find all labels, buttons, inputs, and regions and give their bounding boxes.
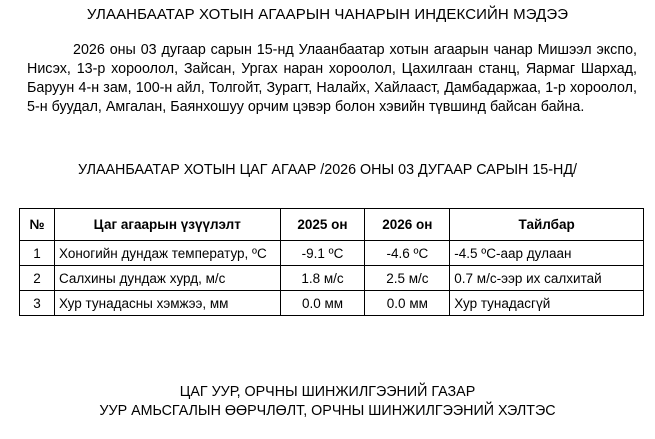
header-year-2025: 2025 он xyxy=(280,209,365,241)
cell-no: 3 xyxy=(20,291,55,316)
cell-year-2026: 2.5 м/с xyxy=(365,266,450,291)
cell-year-2026: -4.6 ºС xyxy=(365,241,450,266)
cell-no: 2 xyxy=(20,266,55,291)
cell-indicator: Хур тунадасны хэмжээ, мм xyxy=(54,291,280,316)
cell-year-2026: 0.0 мм xyxy=(365,291,450,316)
cell-indicator: Хоногийн дундаж температур, ºС xyxy=(54,241,280,266)
cell-remark: -4.5 ºС-аар дулаан xyxy=(450,241,644,266)
weather-subtitle: УЛААНБААТАР ХОТЫН ЦАГ АГААР /2026 ОНЫ 03 ДУГААР САРЫН 15-НД/ xyxy=(78,162,577,178)
air-quality-paragraph: 2026 оны 03 дугаар сарын 15-нд Улаанбаатар хотын агаарын чанар Мишээл экспо, Нисэх, 13-р хороолол, Зайсан, Ургах наран хороолол, Цахилгаан станц, Яармаг Шархад, Баруун 4-н зам, 100-н айл, Толгойт, Зурагт, Налайх, Хайлааст, Дамбадаржаа, 1-р хороолол, 5-н буудал, Амгалан, Баянхошуу орчим цэвэр болон хэвийн түвшинд байсан байна. xyxy=(27,42,637,115)
cell-remark: Хур тунадасгүй xyxy=(450,291,644,316)
footer-department: ЦАГ УУР, ОРЧНЫ ШИНЖИЛГЭЭНИЙ ГАЗАР xyxy=(179,384,476,400)
table-row xyxy=(20,291,644,316)
cell-no: 1 xyxy=(20,241,55,266)
header-remark: Тайлбар xyxy=(450,209,644,241)
header-no: № xyxy=(20,209,55,241)
cell-year-2025: -9.1 ºС xyxy=(280,241,365,266)
footer-division: УУР АМЬСГАЛЫН ӨӨРЧЛӨЛТ, ОРЧНЫ ШИНЖИЛГЭЭНИЙ ХЭЛТЭС xyxy=(99,403,556,419)
table-row xyxy=(20,241,644,266)
cell-remark: 0.7 м/с-ээр их салхитай xyxy=(450,266,644,291)
document-title: УЛААНБААТАР ХОТЫН АГААРЫН ЧАНАРЫН ИНДЕКСИЙН МЭДЭЭ xyxy=(86,6,569,23)
table-header-row xyxy=(20,209,644,241)
cell-year-2025: 0.0 мм xyxy=(280,291,365,316)
header-indicator: Цаг агаарын үзүүлэлт xyxy=(54,209,280,241)
table-row xyxy=(20,266,644,291)
cell-indicator: Салхины дундаж хурд, м/с xyxy=(54,266,280,291)
cell-year-2025: 1.8 м/с xyxy=(280,266,365,291)
header-year-2026: 2026 он xyxy=(365,209,450,241)
weather-table xyxy=(19,208,644,316)
